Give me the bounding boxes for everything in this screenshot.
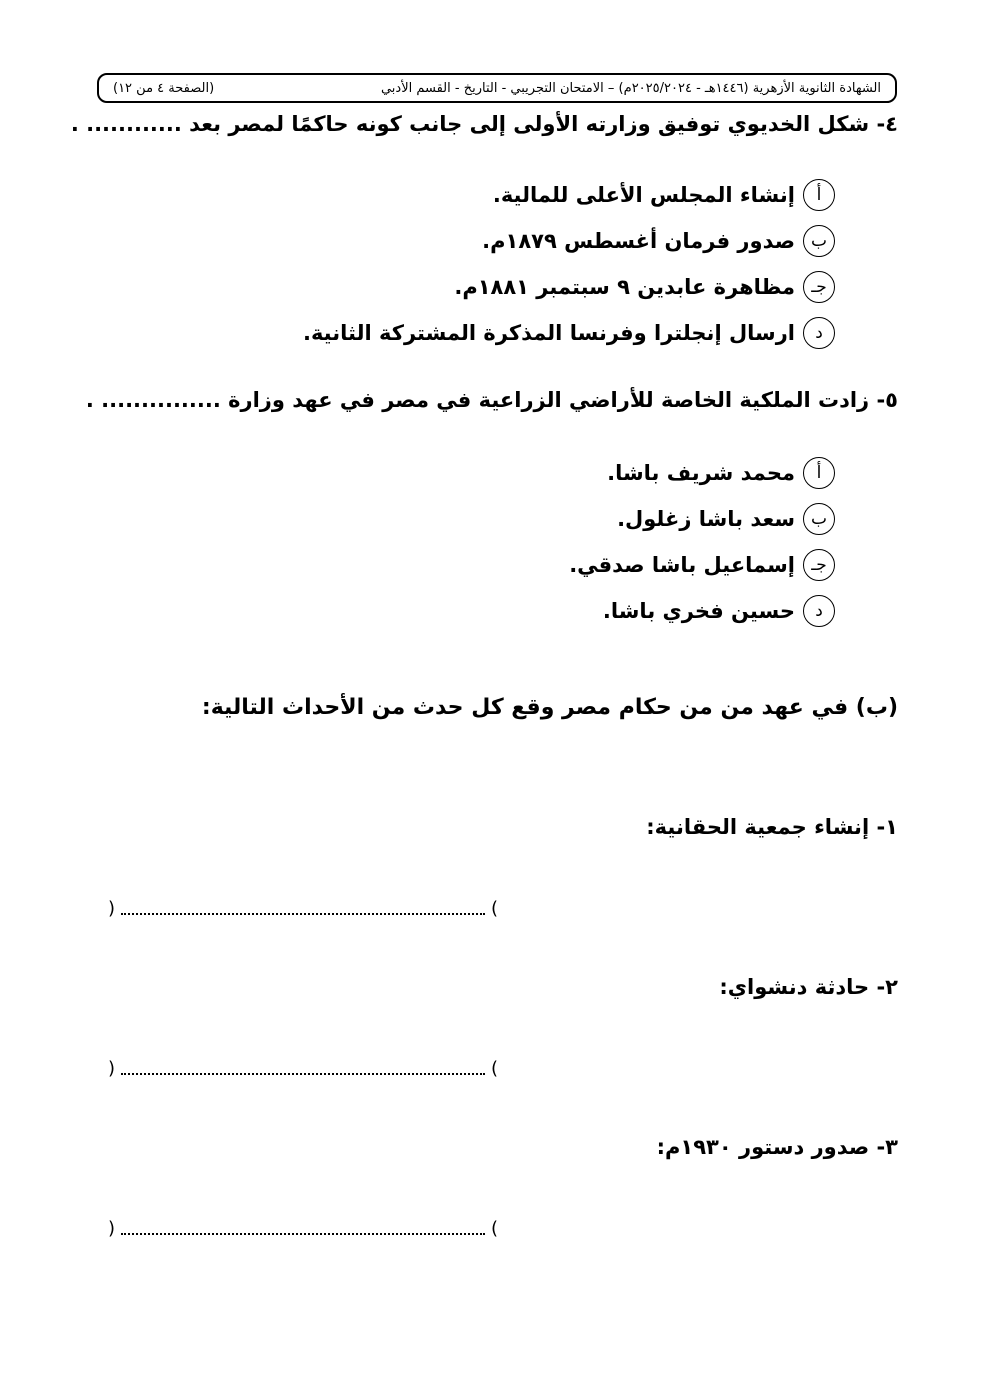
option-a[interactable] xyxy=(569,450,835,496)
open-paren: ) xyxy=(108,1057,116,1079)
event-item-1: ١- إنشاء جمعية الحقانية: xyxy=(646,815,898,839)
option-text: إسماعيل باشا صدقي. xyxy=(569,553,795,577)
option-letter-d: د xyxy=(803,595,835,627)
option-letter-b: ب xyxy=(803,503,835,535)
option-letter-c: جـ xyxy=(803,271,835,303)
event-item-2: ٢- حادثة دنشواي: xyxy=(719,975,898,999)
open-paren: ) xyxy=(108,1217,116,1239)
option-a[interactable] xyxy=(303,172,835,218)
option-d[interactable] xyxy=(303,310,835,356)
close-paren: ( xyxy=(490,897,498,919)
option-text: مظاهرة عابدين ٩ سبتمبر ١٨٨١م. xyxy=(454,275,795,299)
option-text: صدور فرمان أغسطس ١٨٧٩م. xyxy=(482,229,795,253)
option-c[interactable] xyxy=(303,264,835,310)
option-text: إنشاء المجلس الأعلى للمالية. xyxy=(492,183,795,207)
option-c[interactable] xyxy=(569,542,835,588)
option-letter-d: د xyxy=(803,317,835,349)
dotted-line xyxy=(121,1221,485,1235)
option-b[interactable] xyxy=(569,496,835,542)
question-5-options xyxy=(569,450,835,634)
answer-field-1[interactable] xyxy=(108,896,498,920)
exam-title: الشهادة الثانوية الأزهرية (١٤٤٦هـ - ٢٠٢٥/٢٠٢٤م) – الامتحان التجريبي - التاريخ - القسم الأدبي xyxy=(380,80,881,96)
option-text: حسين فخري باشا. xyxy=(602,599,795,623)
close-paren: ( xyxy=(490,1057,498,1079)
question-5: ٥- زادت الملكية الخاصة للأراضي الزراعية في مصر في عهد وزارة ............... . xyxy=(85,388,898,412)
question-4: ٤- شكل الخديوي توفيق وزارته الأولى إلى جانب كونه حاكمًا لمصر بعد ............ . xyxy=(70,112,898,136)
option-letter-c: جـ xyxy=(803,549,835,581)
part-b-title: (ب) في عهد من من حكام مصر وقع كل حدث من الأحداث التالية: xyxy=(201,695,898,720)
question-4-options xyxy=(303,172,835,356)
option-letter-a: أ xyxy=(803,179,835,211)
event-item-3: ٣- صدور دستور ١٩٣٠م: xyxy=(656,1135,898,1159)
option-text: محمد شريف باشا. xyxy=(607,461,795,485)
close-paren: ( xyxy=(490,1217,498,1239)
open-paren: ) xyxy=(108,897,116,919)
page-header xyxy=(97,73,897,103)
dotted-line xyxy=(121,1061,485,1075)
answer-field-2[interactable] xyxy=(108,1056,498,1080)
option-b[interactable] xyxy=(303,218,835,264)
option-d[interactable] xyxy=(569,588,835,634)
option-text: سعد باشا زغلول. xyxy=(617,507,795,531)
option-letter-b: ب xyxy=(803,225,835,257)
option-letter-a: أ xyxy=(803,457,835,489)
dotted-line xyxy=(121,901,485,915)
answer-field-3[interactable] xyxy=(108,1216,498,1240)
page-number: (الصفحة ٤ من ١٢) xyxy=(113,80,215,96)
option-text: ارسال إنجلترا وفرنسا المذكرة المشتركة الثانية. xyxy=(302,321,795,345)
